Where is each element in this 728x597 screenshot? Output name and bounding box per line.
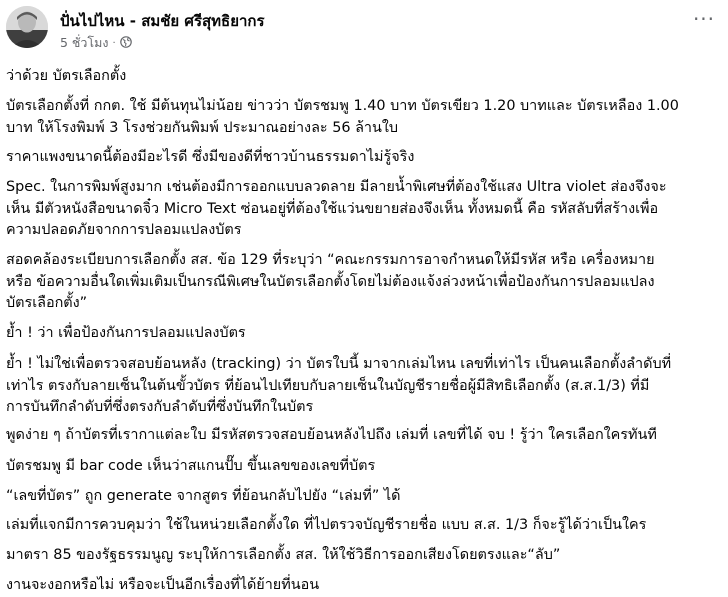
post-paragraph (6, 147, 414, 169)
paragraph-line: บัตรเลือกตั้งที่ กกต. ใช้ มีต้นทุนไม่น้อย ข่าวว่า บัตรชมพู 1.40 บาท บัตรเขียว 1.20 บาทและ บัตรเหลือง 1.00 (6, 98, 679, 114)
post-paragraph (6, 515, 646, 537)
paragraph-line: หรือ ข้อความอื่นใดเพิ่มเติมเป็นกรณีพิเศษในบัตรเลือกตั้งโดยไม่ต้องแจ้งล่วงหน้าเพื่อป้องกันการปลอมแปลง (6, 273, 655, 290)
post-meta (60, 33, 132, 53)
meta-separator: · (112, 37, 116, 49)
post-paragraph (6, 425, 657, 447)
paragraph-line: บาท ให้โรงพิมพ์ 3 โรงช่วยกันพิมพ์ ประมาณอย่างละ 56 ล้านใบ (6, 119, 398, 136)
globe-icon[interactable] (120, 36, 132, 51)
post-paragraph (6, 545, 560, 567)
author-name[interactable]: ปั่นไปไหน - สมชัย ศรีสุทธิยากร (60, 12, 265, 30)
paragraph-line: บัตรชมพู มี bar code เห็นว่าสแกนปั๊บ ขึ้นเลขของเลขที่บัตร (6, 458, 376, 474)
post-paragraph (6, 177, 667, 242)
post-paragraph (6, 96, 679, 139)
paragraph-line: ว่าด้วย บัตรเลือกตั้ง (6, 68, 127, 84)
paragraph-line: ย้ำ ! ว่า เพื่อป้องกันการปลอมแปลงบัตร (6, 325, 246, 341)
post-header (0, 0, 728, 64)
avatar-image (6, 6, 48, 48)
post-paragraph (6, 575, 319, 597)
post-time[interactable]: 5 ชั่วโมง (60, 35, 109, 50)
paragraph-line: การบันทึกลำดับที่ซึ่งตรงกับลำดับที่ซึ่งบันทึกในบัตร (6, 399, 314, 415)
paragraph-line: ความปลอดภัยจากการปลอมแปลงบัตร (6, 222, 242, 238)
paragraph-line: ย้ำ ! ไม่ใช่เพื่อตรวจสอบย้อนหลัง (tracking) ว่า บัตรใบนี้ มาจากเล่มไหน เลขที่เท่าไร เป็นคนเลือกตั้งลำดับที่ (6, 356, 672, 372)
paragraph-line: ราคาแพงขนาดนี้ต้องมีอะไรดี ซึ่งมีของดีที่ชาวบ้านธรรมดาไม่รู้จริง (6, 149, 415, 165)
paragraph-line: เล่มที่แจกมีการควบคุมว่า ใช้ในหน่วยเลือกตั้งใด ที่ไปตรวจบัญชีรายชื่อ แบบ ส.ส. 1/3 ก็จะรู้ได้ว่าเป็นใคร (6, 517, 647, 533)
avatar[interactable] (6, 6, 48, 48)
post-paragraph (6, 456, 375, 478)
post-paragraph (6, 486, 400, 508)
paragraph-line: บัตรเลือกตั้ง” (6, 295, 88, 311)
more-options-icon[interactable]: ··· (692, 7, 716, 31)
paragraph-line: งานจะงอกหรือไม่ หรือจะเป็นอีกเรื่องที่ได้ย้ายที่นอน (6, 577, 320, 593)
post-paragraph (6, 250, 655, 315)
paragraph-line: สอดคล้องระเบียบการเลือกตั้ง สส. ข้อ 129 ที่ระบุว่า “คณะกรรมการอาจกำหนดให้มีรหัส หรือ เครื่องหมาย (6, 252, 655, 268)
post-paragraph (6, 323, 246, 345)
paragraph-line: มาตรา 85 ของรัฐธรรมนูญ ระบุให้การเลือกตั้ง สส. ให้ใช้วิธีการออกเสียงโดยตรงและ“ลับ” (6, 547, 561, 563)
paragraph-line: Spec. ในการพิมพ์สูงมาก เช่นต้องมีการออกแบบลวดลาย มีลายน้ำพิเศษที่ต้องใช้แสง Ultra violet ส่องจึงจะ (6, 179, 667, 195)
post-paragraph (6, 66, 126, 88)
paragraph-line: เห็น มีตัวหนังสือขนาดจิ๋ว Micro Text ซ่อนอยู่ที่ต้องใช้แว่นขยายส่องจึงเห็น ทั้งหมดนี้ คือ รหัสลับที่สร้างเพื่อ (6, 200, 659, 217)
post-paragraph (6, 354, 671, 419)
paragraph-line: “เลขที่บัตร” ถูก generate จากสูตร ที่ย้อนกลับไปยัง “เล่มที่” ได้ (6, 488, 401, 504)
paragraph-line: เท่าไร ตรงกับลายเซ็นในต้นขั้วบัตร ที่ย้อนไปเทียบกับลายเซ็นในบัญชีรายชื่อผู้มีสิทธิเลือกตั้ง (ส.ส.1/3) ที่มี (6, 377, 650, 394)
paragraph-line: พูดง่าย ๆ ถ้าบัตรที่เรากาแต่ละใบ มีรหัสตรวจสอบย้อนหลังไปถึง เล่มที่ เลขที่ได้ จบ ! รู้ว่า ใครเลือกใครทันที (6, 427, 657, 443)
